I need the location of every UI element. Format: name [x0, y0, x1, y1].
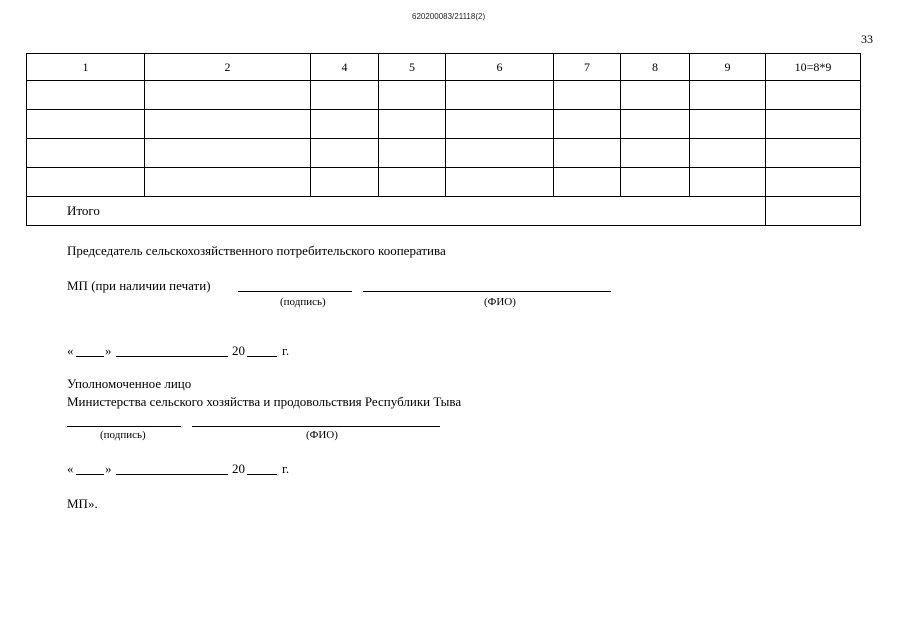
form-table [26, 53, 861, 226]
table-cell [446, 81, 554, 110]
table-cell [446, 139, 554, 168]
table-cell [311, 81, 379, 110]
chairman-signature-line [238, 291, 352, 292]
table-cell [766, 168, 861, 197]
year-suffix: г. [282, 343, 290, 358]
month-line [116, 474, 228, 475]
table-cell [621, 110, 690, 139]
table-total-row [27, 197, 861, 226]
total-label: Итого [27, 197, 766, 226]
column-header: 5 [379, 54, 446, 81]
table-cell [690, 139, 766, 168]
column-header: 10=8*9 [766, 54, 861, 81]
table-cell [766, 81, 861, 110]
table-row [27, 110, 861, 139]
table-cell [379, 110, 446, 139]
year-line [247, 356, 277, 357]
table-cell [690, 81, 766, 110]
table-cell [554, 81, 621, 110]
authorized-fio-line [192, 426, 440, 427]
authorized-signature-line [67, 426, 181, 427]
column-header: 1 [27, 54, 145, 81]
year-prefix: 20 [232, 343, 245, 358]
table-cell [311, 110, 379, 139]
table-cell [27, 139, 145, 168]
date-close-quote: » [105, 461, 112, 476]
table-cell [145, 81, 311, 110]
table-cell [621, 139, 690, 168]
table-cell [145, 110, 311, 139]
column-header: 9 [690, 54, 766, 81]
table-row [27, 139, 861, 168]
date-close-quote: » [105, 343, 112, 358]
table-cell [311, 139, 379, 168]
table-cell [27, 110, 145, 139]
closing-stamp-label: МП». [67, 496, 98, 511]
chairman-signature-caption: (подпись) [280, 296, 326, 308]
year-line [247, 474, 277, 475]
table-cell [379, 168, 446, 197]
table-cell [690, 168, 766, 197]
table-cell [554, 139, 621, 168]
table-row [27, 81, 861, 110]
chairman-fio-line [363, 291, 611, 292]
column-header: 6 [446, 54, 554, 81]
table-cell [311, 168, 379, 197]
table-cell [554, 168, 621, 197]
authorized-fio-caption: (ФИО) [306, 429, 338, 441]
day-line [76, 356, 104, 357]
authorized-signature-caption: (подпись) [100, 429, 146, 441]
column-header: 8 [621, 54, 690, 81]
table-cell [690, 110, 766, 139]
date-open-quote: « [67, 343, 74, 358]
chairman-title: Председатель сельскохозяйственного потребительского кооператива [67, 243, 446, 258]
stamp-label: МП (при наличии печати) [67, 278, 211, 293]
table-cell [766, 139, 861, 168]
column-header: 4 [311, 54, 379, 81]
page-number: 33 [861, 32, 873, 46]
table-cell [379, 81, 446, 110]
authorized-title: Уполномоченное лицо [67, 376, 192, 391]
table-cell [145, 168, 311, 197]
total-value-cell [766, 197, 861, 226]
table-cell [621, 81, 690, 110]
table-row [27, 168, 861, 197]
column-header: 7 [554, 54, 621, 81]
document-code: 620200083/21118(2) [412, 12, 486, 21]
table-cell [446, 168, 554, 197]
column-header: 2 [145, 54, 311, 81]
table-cell [27, 81, 145, 110]
date-open-quote: « [67, 461, 74, 476]
month-line [116, 356, 228, 357]
table-cell [621, 168, 690, 197]
table-cell [766, 110, 861, 139]
table-cell [27, 168, 145, 197]
authorized-ministry: Министерства сельского хозяйства и продовольствия Республики Тыва [67, 394, 462, 409]
year-suffix: г. [282, 461, 290, 476]
table-cell [379, 139, 446, 168]
table-cell [145, 139, 311, 168]
table-header-row [27, 54, 861, 81]
day-line [76, 474, 104, 475]
year-prefix: 20 [232, 461, 245, 476]
table-cell [554, 110, 621, 139]
table-cell [446, 110, 554, 139]
chairman-fio-caption: (ФИО) [484, 296, 516, 308]
